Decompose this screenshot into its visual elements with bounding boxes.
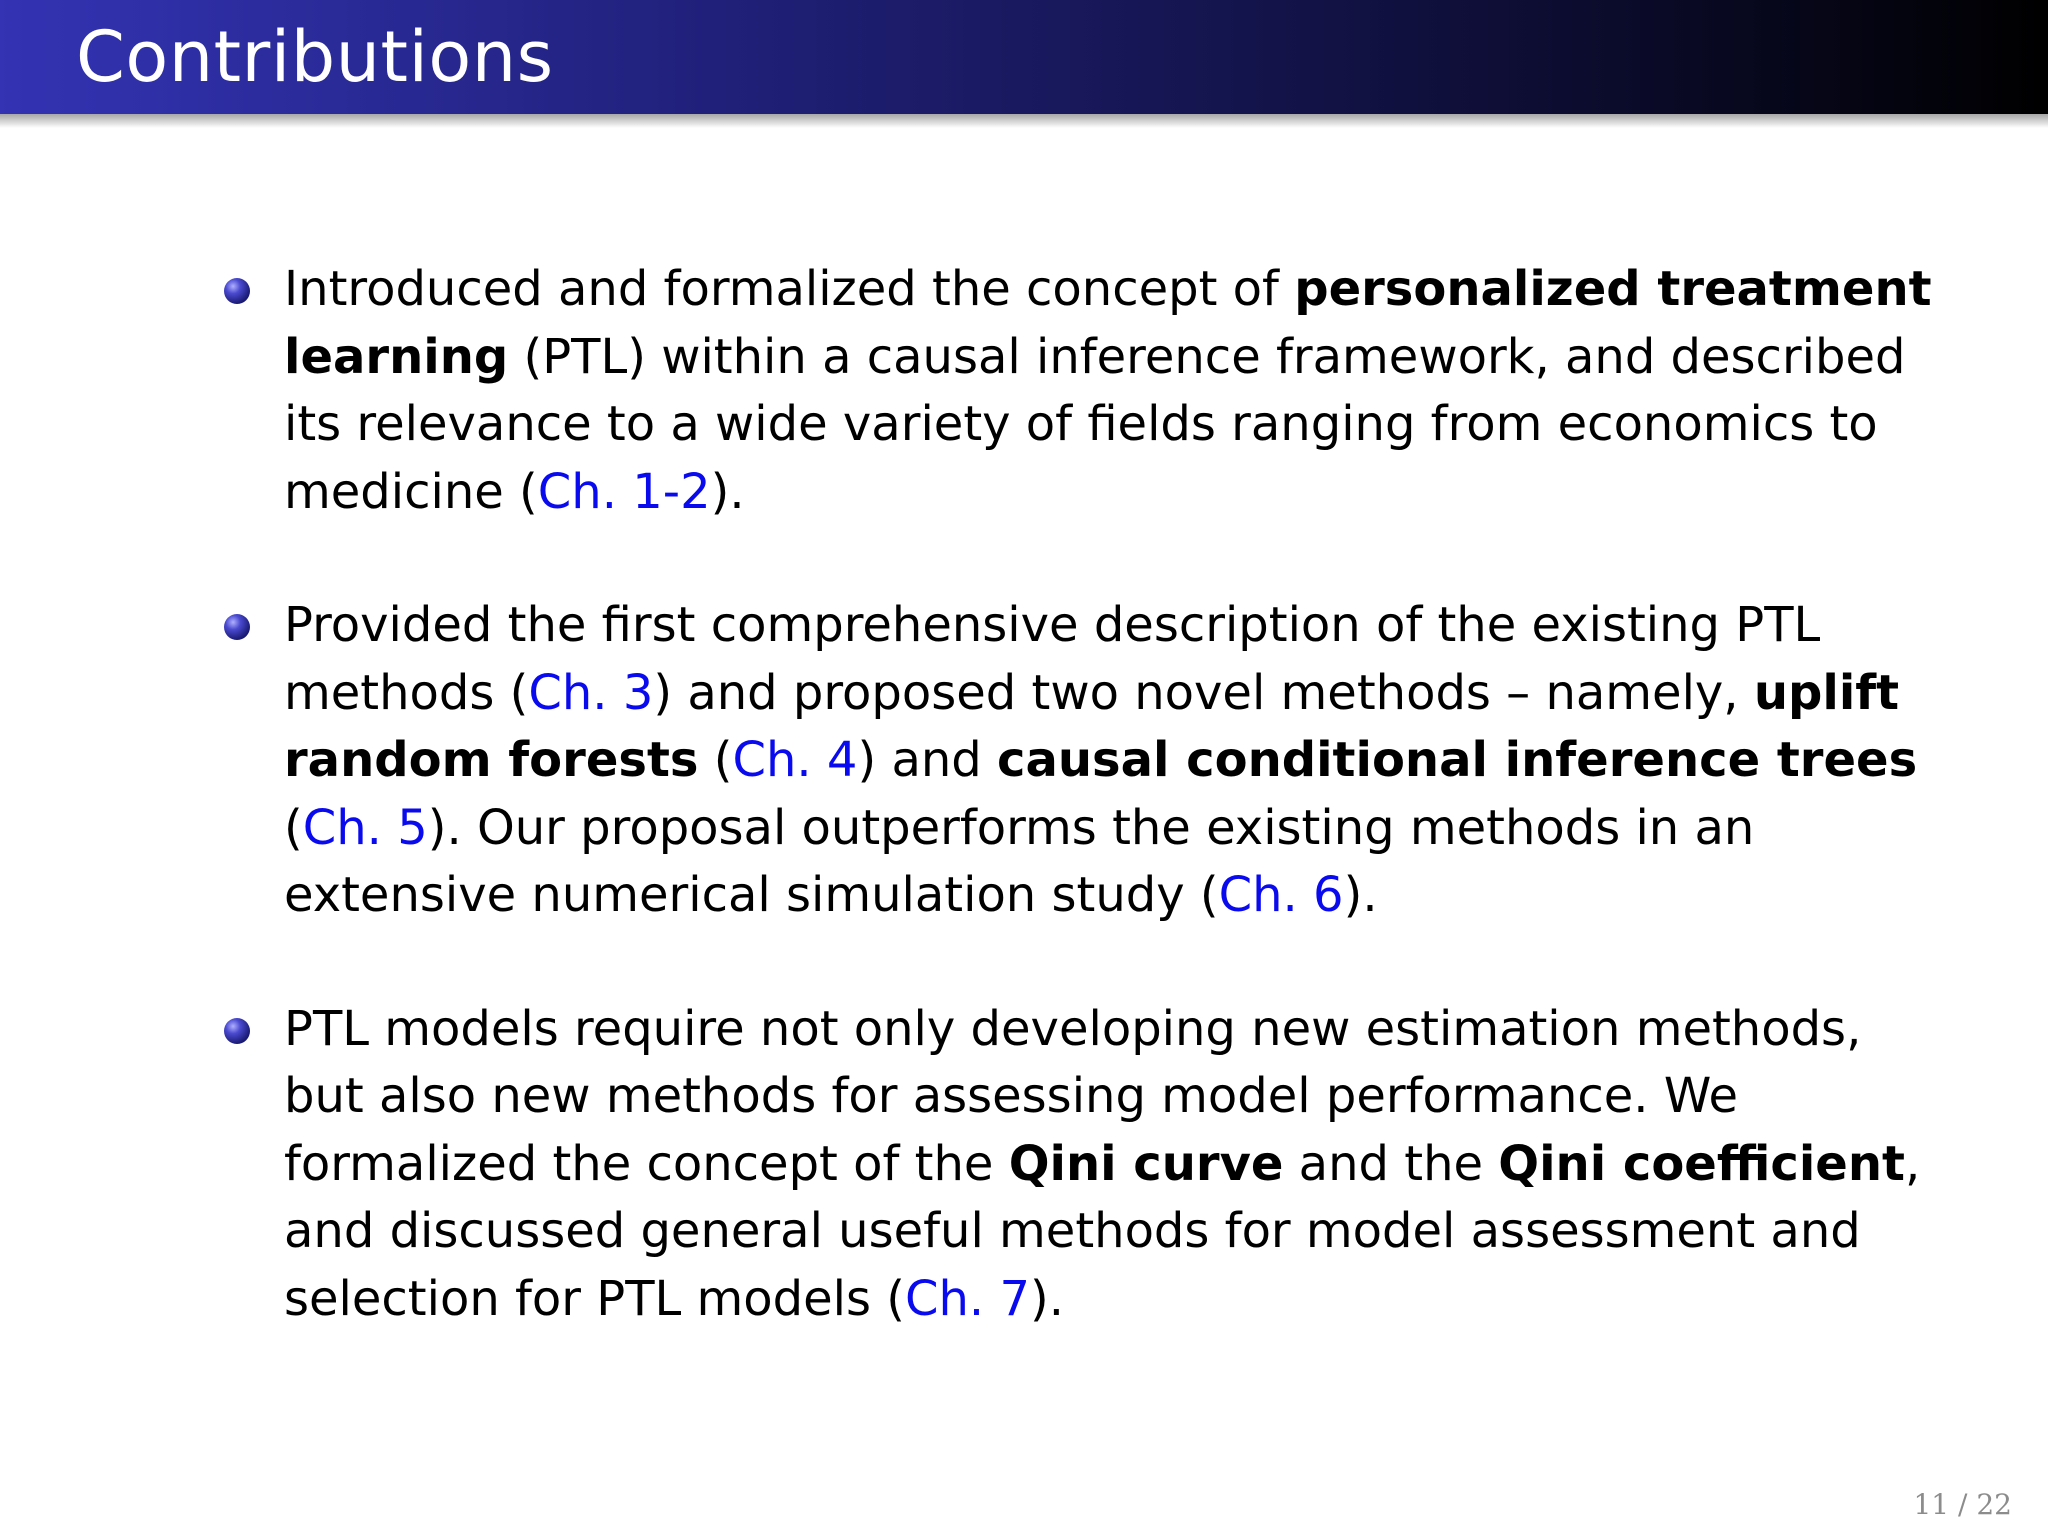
text-run: ) and proposed two novel methods – namely, xyxy=(653,664,1754,721)
chapter-link[interactable]: Ch. 6 xyxy=(1218,867,1344,923)
text-line xyxy=(284,592,1900,660)
text-line xyxy=(284,1131,1921,1199)
text-run: but also new methods for assessing model performance. We xyxy=(284,1068,1738,1124)
text-run: formalized the concept of the xyxy=(284,1135,1009,1192)
bold-term: uplift xyxy=(1753,664,1900,721)
text-run: ( xyxy=(698,732,733,788)
page-number xyxy=(1913,1488,2012,1522)
text-run: medicine ( xyxy=(284,463,538,520)
bold-term: learning xyxy=(284,328,509,385)
text-run: ). xyxy=(710,463,745,520)
chapter-link[interactable]: Ch. 5 xyxy=(302,799,428,856)
text-run: ). Our proposal outperforms the existing methods in an xyxy=(427,799,1755,856)
bullet-item-novel-methods xyxy=(220,592,1918,930)
text-run: extensive numerical simulation study ( xyxy=(284,867,1219,923)
bullet-ball-icon xyxy=(224,614,250,640)
text-line xyxy=(284,862,1900,930)
text-line xyxy=(284,459,1900,527)
chapter-link[interactable]: Ch. 7 xyxy=(904,1270,1030,1327)
text-line xyxy=(284,256,1932,324)
text-run: and the xyxy=(1283,1135,1499,1192)
bold-term: random forests xyxy=(284,732,699,788)
bullet-item-model-assessment xyxy=(220,996,1921,1334)
text-line xyxy=(284,660,1900,728)
frame-title: Contributions xyxy=(76,16,554,98)
title-bar xyxy=(0,0,2048,114)
page-current: 11 xyxy=(1913,1488,1950,1521)
text-run: ). xyxy=(1029,1270,1064,1327)
bold-term: Qini curve xyxy=(1008,1135,1284,1192)
page-separator: / xyxy=(1958,1488,1968,1521)
text-line xyxy=(284,727,1918,795)
chapter-link[interactable]: Ch. 4 xyxy=(732,732,858,788)
text-run: Provided the first comprehensive description of the existing PTL xyxy=(284,597,1821,653)
text-run: ( xyxy=(284,799,303,856)
text-run: ). xyxy=(1343,867,1378,923)
bullet-list xyxy=(220,256,1932,1399)
chapter-link[interactable]: Ch. 3 xyxy=(528,664,654,721)
text-line xyxy=(284,1266,1900,1334)
title-bar-shadow xyxy=(0,114,2048,128)
text-run: and discussed general useful methods for model assessment and xyxy=(284,1203,1861,1259)
text-run: selection for PTL models ( xyxy=(284,1270,905,1327)
text-line xyxy=(284,996,1900,1064)
text-line xyxy=(284,795,1900,863)
text-line xyxy=(284,1063,1900,1131)
text-run: Introduced and formalized the concept of xyxy=(284,261,1295,317)
bold-term: Qini coefficient xyxy=(1498,1135,1905,1192)
text-run: PTL models require not only developing new estimation methods, xyxy=(284,1000,1862,1057)
text-run: ) and xyxy=(857,732,997,788)
bullet-ball-icon xyxy=(224,1018,250,1044)
text-run: (PTL) within a causal inference framework, and described xyxy=(508,328,1906,385)
bullet-ball-icon xyxy=(224,278,250,304)
text-line xyxy=(284,1198,1900,1266)
text-line xyxy=(284,391,1900,459)
bold-term: causal conditional inference trees xyxy=(997,732,1918,788)
chapter-link[interactable]: Ch. 1-2 xyxy=(537,463,711,520)
text-run: methods ( xyxy=(284,664,529,721)
text-run: its relevance to a wide variety of fields ranging from economics to xyxy=(284,396,1878,452)
page-total: 22 xyxy=(1976,1488,2012,1521)
text-line xyxy=(284,324,1906,392)
bullet-item-ptl-concept xyxy=(220,256,1932,526)
bold-term: personalized treatment xyxy=(1294,261,1932,317)
text-run: , xyxy=(1904,1135,1921,1192)
